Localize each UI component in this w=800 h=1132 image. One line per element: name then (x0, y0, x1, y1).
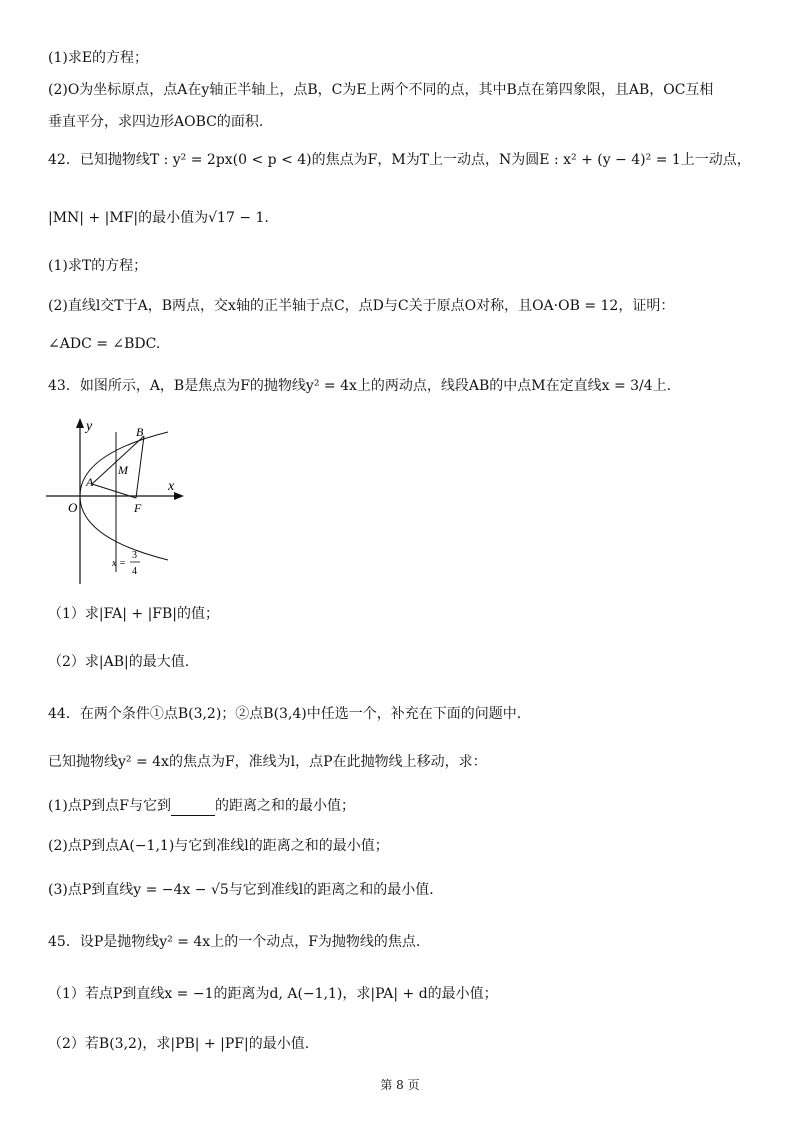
label-b: B (136, 425, 144, 439)
q45-part1: （1）若点P到直线x = −1的距离为d, A(−1,1)，求|PA| + d的最小值； (48, 986, 498, 1002)
q42-stem-line2: |MN| + |MF|的最小值为√17 − 1. (48, 210, 269, 226)
label-m: M (118, 463, 128, 477)
segment-bf (136, 436, 144, 498)
label-o: O (68, 500, 78, 515)
q41-part1: (1)求E的方程； (48, 50, 149, 66)
q44-part2: (2)点P到点A(−1,1)与它到准线l的距离之和的最小值； (48, 838, 389, 854)
q43-part1: （1）求|FA| + |FB|的值； (48, 606, 220, 622)
parabola-figure (40, 416, 190, 590)
label-line-x: x = (112, 558, 126, 569)
q41-part2-line2: 垂直平分，求四边形AOBC的面积. (48, 114, 264, 130)
q44-part1 (48, 796, 355, 816)
label-a: A (86, 475, 94, 489)
q43-stem: 43．如图所示，A，B是焦点为F的抛物线y² = 4x上的两动点，线段AB的中点M在定直线x = 3/4上. (48, 378, 672, 394)
parabola-diagram (40, 416, 190, 586)
y-axis-arrow (76, 418, 84, 428)
q42-stem-line1: 42．已知抛物线T : y² = 2px(0 < p < 4)的焦点为F，M为T上一动点，N为圆E : x² + (y − 4)² = 1上一动点， (48, 152, 751, 168)
q44-part1-start: (1)点P到点F与它到 (48, 798, 171, 814)
q44-part3: (3)点P到直线y = −4x − √5与它到准线l的距离之和的最小值. (48, 882, 434, 898)
label-frac-den: 4 (132, 566, 137, 577)
label-x: x (168, 479, 175, 494)
label-y: y (86, 419, 93, 434)
fill-in-blank (171, 801, 215, 816)
page-number: 第 8 页 (380, 1078, 420, 1092)
q44-given: 已知抛物线y² = 4x的焦点为F，准线为l，点P在此抛物线上移动，求： (48, 754, 487, 770)
label-f: F (134, 501, 142, 515)
q42-part2-line2: ∠ADC = ∠BDC. (48, 336, 161, 352)
q45-stem: 45．设P是抛物线y² = 4x上的一个动点，F为抛物线的焦点. (48, 934, 421, 950)
q44-part1-end: 的距离之和的最小值； (214, 798, 355, 814)
label-frac-num: 3 (132, 550, 137, 561)
q44-stem: 44．在两个条件①点B(3,2)；②点B(3,4)中任选一个，补充在下面的问题中. (48, 706, 522, 722)
q42-part1: (1)求T的方程； (48, 258, 148, 274)
q42-part2-line1: (2)直线l交T于A，B两点，交x轴的正半轴于点C，点D与C关于原点O对称，且OA·OB = 12，证明： (48, 298, 675, 314)
x-axis-arrow (174, 492, 184, 500)
q43-part2: （2）求|AB|的最大值. (48, 654, 190, 670)
q41-part2-line1: (2)O为坐标原点，点A在y轴正半轴上，点B，C为E上两个不同的点，其中B点在第四象限，且AB，OC互相 (48, 82, 714, 98)
q45-part2: （2）若B(3,2)，求|PB| + |PF|的最小值. (48, 1036, 310, 1052)
